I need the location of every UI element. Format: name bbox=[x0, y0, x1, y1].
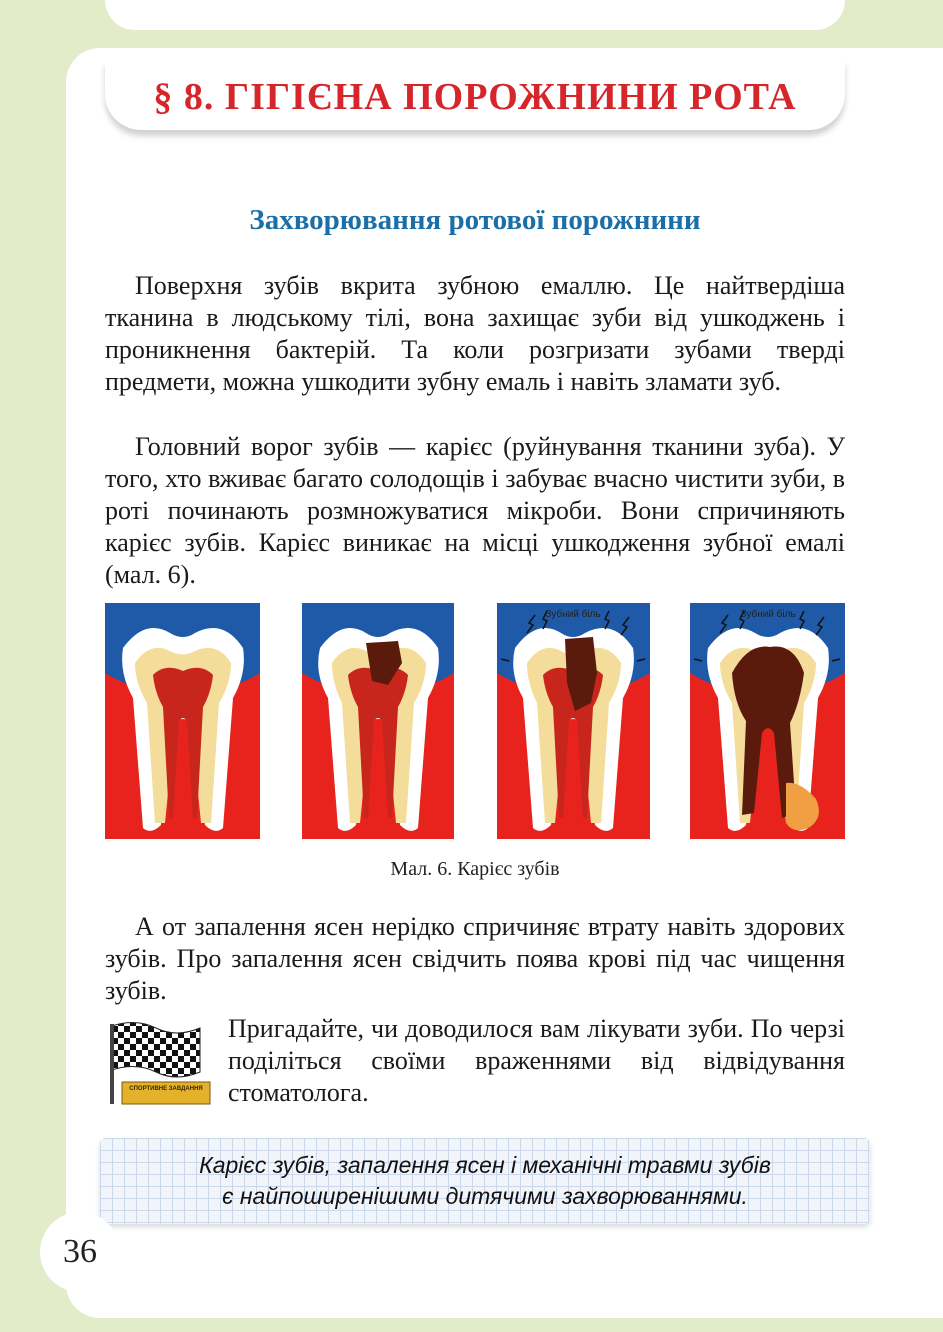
summary-box bbox=[100, 1138, 870, 1224]
pain-label-2: Зубний біль bbox=[740, 609, 796, 620]
section-heading: Захворювання ротової порожнини bbox=[249, 204, 701, 236]
title-band bbox=[105, 60, 845, 130]
tooth-panel-pulp-decay bbox=[497, 603, 650, 839]
task-text: Пригадайте, чи доводилося вам лікувати зуби. По черзі поділіться своїми враженнями від відвідування стоматолога. bbox=[228, 1014, 845, 1107]
summary-line-1: Карієс зубів, запалення ясен і механічні травми зубів bbox=[199, 1152, 771, 1178]
healthy-tooth-image bbox=[105, 603, 260, 839]
pain-label: Зубний біль bbox=[545, 609, 601, 620]
tooth-panel-abscess bbox=[690, 603, 845, 839]
page-number: 36 bbox=[63, 1233, 97, 1270]
tooth-panel-healthy bbox=[105, 603, 260, 839]
page-title: § 8. ГІГІЄНА ПОРОЖНИНИ РОТА bbox=[153, 76, 797, 118]
pulp-decay-tooth-image bbox=[497, 603, 650, 839]
paragraph-enamel: Поверхня зубів вкрита зубною емаллю. Це найтвердіша тканина в людському тілі, вона захищає зуби від ушкоджень і проникнення бактерій. Та коли розгризати зубами тверді предмети, можна ушкодити зубну емаль і навіть зламати зуб. bbox=[105, 271, 845, 396]
caries-figure bbox=[105, 603, 845, 839]
paragraph-gums: А от запалення ясен нерідко спричиняє втрату навіть здорових зубів. Про запалення ясен свідчить поява крові під час чищення зубів. bbox=[105, 912, 845, 1005]
abscess-tooth-image bbox=[690, 603, 845, 839]
task-badge-text: СПОРТИВНЕ ЗАВДАННЯ bbox=[129, 1086, 203, 1092]
page-number-badge bbox=[40, 1212, 120, 1292]
paragraph-caries: Головний ворог зубів — карієс (руйнування тканини зуба). У того, хто вживає багато солодощів і забуває вчасно чистити зуби, в роті починають розмножуватися мікроби. Вони спричиняють карієс зубів. Карієс виникає на місці ушкодження зубної емалі (мал. 6). bbox=[105, 432, 845, 589]
summary-text bbox=[100, 1150, 870, 1212]
top-tab bbox=[105, 0, 845, 30]
checkered-flag-icon bbox=[106, 1020, 214, 1110]
summary-line-2: є найпоширенішими дитячими захворюваннями. bbox=[222, 1183, 748, 1209]
dentin-decay-tooth-image bbox=[302, 603, 454, 839]
figure-caption: Мал. 6. Карієс зубів bbox=[390, 858, 560, 880]
tooth-panel-dentin-decay bbox=[302, 603, 454, 839]
